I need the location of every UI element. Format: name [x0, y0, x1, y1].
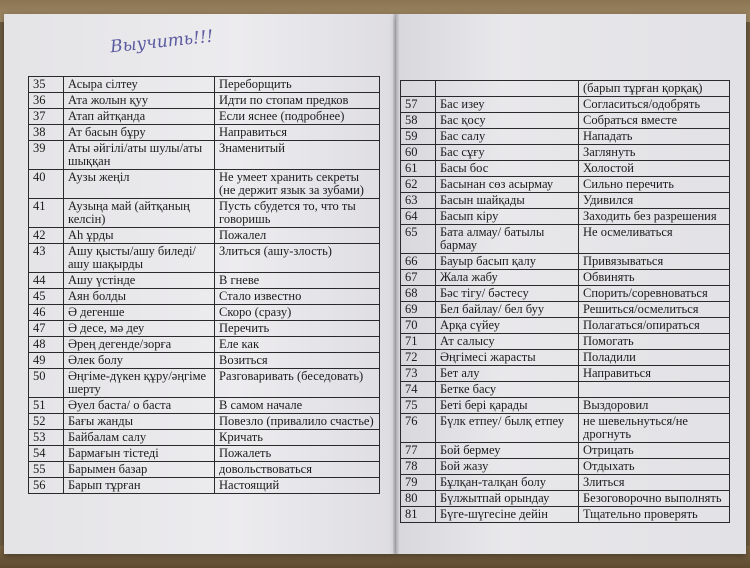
row-number: 37 — [29, 109, 64, 125]
row-number: 55 — [29, 462, 64, 478]
row-number: 46 — [29, 305, 64, 321]
table-row — [401, 193, 730, 209]
kazakh-phrase: Бас қосу — [436, 113, 579, 129]
kazakh-phrase: Бүлжытпай орындау — [436, 491, 579, 507]
kazakh-phrase: Бүге-шүгесіне дейін — [436, 507, 579, 523]
row-number: 51 — [29, 398, 64, 414]
row-number: 70 — [401, 318, 436, 334]
kazakh-phrase: Бәс тігу/ бәстесу — [436, 286, 579, 302]
table-row — [29, 141, 380, 170]
kazakh-phrase: Ә десе, мә деу — [64, 321, 215, 337]
kazakh-phrase: Аһ ұрды — [64, 228, 215, 244]
kazakh-phrase: Барып тұрған — [64, 478, 215, 494]
russian-translation: Кричать — [215, 430, 380, 446]
russian-translation: Направиться — [579, 366, 730, 382]
russian-translation: Если яснее (подробнее) — [215, 109, 380, 125]
table-row — [29, 93, 380, 109]
row-number: 81 — [401, 507, 436, 523]
table-row — [29, 244, 380, 273]
russian-translation: Согласиться/одобрять — [579, 97, 730, 113]
kazakh-phrase: Бүлк етпеу/ былқ етпеу — [436, 414, 579, 443]
table-row — [29, 170, 380, 199]
kazakh-phrase: Бас сұғу — [436, 145, 579, 161]
table-row — [401, 491, 730, 507]
table-row — [401, 113, 730, 129]
table-row — [29, 305, 380, 321]
kazakh-phrase: Әрең дегенде/зорға — [64, 337, 215, 353]
kazakh-phrase: Ат басын бұру — [64, 125, 215, 141]
row-number: 35 — [29, 77, 64, 93]
russian-translation: Тщательно проверять — [579, 507, 730, 523]
table-row — [401, 318, 730, 334]
row-number: 75 — [401, 398, 436, 414]
row-number: 45 — [29, 289, 64, 305]
row-number: 47 — [29, 321, 64, 337]
table-row — [401, 97, 730, 113]
russian-translation: Не умеет хранить секреты (не держит язык за зубами) — [215, 170, 380, 199]
table-row — [401, 334, 730, 350]
kazakh-phrase: Барымен базар — [64, 462, 215, 478]
table-row — [401, 398, 730, 414]
kazakh-phrase: Аян болды — [64, 289, 215, 305]
russian-translation: Не осмеливаться — [579, 225, 730, 254]
kazakh-phrase: Бауыр басып қалу — [436, 254, 579, 270]
kazakh-phrase: Бас салу — [436, 129, 579, 145]
row-number: 44 — [29, 273, 64, 289]
row-number: 79 — [401, 475, 436, 491]
russian-translation: Отрицать — [579, 443, 730, 459]
table-row — [401, 366, 730, 382]
row-number: 67 — [401, 270, 436, 286]
russian-translation: В гневе — [215, 273, 380, 289]
table-row — [29, 414, 380, 430]
table-row — [29, 77, 380, 93]
kazakh-phrase: Бұлқан-талқан болу — [436, 475, 579, 491]
kazakh-phrase: Аузыңа май (айтқаның келсін) — [64, 199, 215, 228]
russian-translation: Безоговорочно выполнять — [579, 491, 730, 507]
russian-translation: Холостой — [579, 161, 730, 177]
table-row — [401, 145, 730, 161]
row-number: 59 — [401, 129, 436, 145]
row-number: 68 — [401, 286, 436, 302]
russian-translation: Полагаться/опираться — [579, 318, 730, 334]
kazakh-phrase: Әуел баста/ о баста — [64, 398, 215, 414]
row-number: 76 — [401, 414, 436, 443]
russian-translation: не шевельнуться/не дрогнуть — [579, 414, 730, 443]
row-number: 36 — [29, 93, 64, 109]
row-number: 49 — [29, 353, 64, 369]
row-number: 80 — [401, 491, 436, 507]
russian-translation: Разговаривать (беседовать) — [215, 369, 380, 398]
kazakh-phrase: Бағы жанды — [64, 414, 215, 430]
row-number: 62 — [401, 177, 436, 193]
kazakh-phrase: Жала жабу — [436, 270, 579, 286]
table-row — [29, 273, 380, 289]
kazakh-phrase: Ат салысу — [436, 334, 579, 350]
kazakh-phrase: Әлек болу — [64, 353, 215, 369]
row-number: 71 — [401, 334, 436, 350]
table-row — [401, 443, 730, 459]
russian-translation: Заглянуть — [579, 145, 730, 161]
row-number: 73 — [401, 366, 436, 382]
kazakh-phrase: Бел байлау/ бел буу — [436, 302, 579, 318]
kazakh-phrase: Асыра сілтеу — [64, 77, 215, 93]
table-row — [401, 382, 730, 398]
table-row — [401, 302, 730, 318]
right-vocabulary-table — [400, 80, 730, 523]
russian-translation: Переборщить — [215, 77, 380, 93]
russian-translation: Еле как — [215, 337, 380, 353]
row-number — [401, 81, 436, 97]
row-number: 38 — [29, 125, 64, 141]
table-row — [29, 228, 380, 244]
table-row — [401, 270, 730, 286]
table-row — [29, 462, 380, 478]
russian-translation: Настоящий — [215, 478, 380, 494]
table-row — [401, 459, 730, 475]
russian-translation: Поладили — [579, 350, 730, 366]
russian-translation: Злиться (ашу-злость) — [215, 244, 380, 273]
russian-translation: Злиться — [579, 475, 730, 491]
row-number: 78 — [401, 459, 436, 475]
row-number: 52 — [29, 414, 64, 430]
table-row — [29, 125, 380, 141]
table-row — [401, 81, 730, 97]
russian-translation — [579, 382, 730, 398]
kazakh-phrase: Ә дегенше — [64, 305, 215, 321]
russian-translation: Направиться — [215, 125, 380, 141]
kazakh-phrase: Байбалам салу — [64, 430, 215, 446]
row-number: 65 — [401, 225, 436, 254]
russian-translation: Скоро (сразу) — [215, 305, 380, 321]
row-number: 50 — [29, 369, 64, 398]
table-row — [401, 254, 730, 270]
row-number: 42 — [29, 228, 64, 244]
russian-translation: Привязываться — [579, 254, 730, 270]
kazakh-phrase: Бой жазу — [436, 459, 579, 475]
table-row — [401, 209, 730, 225]
table-row — [29, 478, 380, 494]
russian-translation: Сильно перечить — [579, 177, 730, 193]
row-number: 56 — [29, 478, 64, 494]
russian-translation: Собраться вместе — [579, 113, 730, 129]
table-row — [401, 414, 730, 443]
table-row — [401, 177, 730, 193]
table-row — [29, 289, 380, 305]
kazakh-phrase: Арқа сүйеу — [436, 318, 579, 334]
table-row — [29, 446, 380, 462]
russian-translation: Нападать — [579, 129, 730, 145]
row-number: 57 — [401, 97, 436, 113]
row-number: 72 — [401, 350, 436, 366]
russian-translation: Возиться — [215, 353, 380, 369]
table-row — [401, 129, 730, 145]
kazakh-phrase: Әңгіме-дүкен құру/әңгіме шерту — [64, 369, 215, 398]
kazakh-phrase: Бас изеу — [436, 97, 579, 113]
kazakh-phrase: Бата алмау/ батылы бармау — [436, 225, 579, 254]
row-number: 39 — [29, 141, 64, 170]
row-number: 53 — [29, 430, 64, 446]
russian-translation: Пожалеть — [215, 446, 380, 462]
russian-translation: Выздоровил — [579, 398, 730, 414]
row-number: 69 — [401, 302, 436, 318]
row-number: 64 — [401, 209, 436, 225]
kazakh-phrase: Ашу қысты/ашу биледі/ашу шақырды — [64, 244, 215, 273]
kazakh-phrase: Аузы жеңіл — [64, 170, 215, 199]
table-row — [29, 398, 380, 414]
row-number: 54 — [29, 446, 64, 462]
russian-translation: Спорить/соревноваться — [579, 286, 730, 302]
row-number: 58 — [401, 113, 436, 129]
row-number: 74 — [401, 382, 436, 398]
table-row — [29, 369, 380, 398]
russian-translation: довольствоваться — [215, 462, 380, 478]
kazakh-phrase: Басып кіру — [436, 209, 579, 225]
russian-translation: Помогать — [579, 334, 730, 350]
russian-translation: Отдыхать — [579, 459, 730, 475]
russian-translation: Стало известно — [215, 289, 380, 305]
row-number: 63 — [401, 193, 436, 209]
row-number: 77 — [401, 443, 436, 459]
russian-translation: Решиться/осмелиться — [579, 302, 730, 318]
row-number: 41 — [29, 199, 64, 228]
kazakh-phrase: Бет алу — [436, 366, 579, 382]
kazakh-phrase: Басы бос — [436, 161, 579, 177]
table-row — [29, 337, 380, 353]
table-row — [29, 353, 380, 369]
kazakh-phrase: Басын шайқады — [436, 193, 579, 209]
kazakh-phrase: Атап айтқанда — [64, 109, 215, 125]
russian-translation: В самом начале — [215, 398, 380, 414]
row-number: 66 — [401, 254, 436, 270]
kazakh-phrase: Аты әйгілі/аты шулы/аты шыққан — [64, 141, 215, 170]
page-fold — [393, 14, 399, 554]
russian-translation: Идти по стопам предков — [215, 93, 380, 109]
table-row — [401, 350, 730, 366]
russian-translation: Обвинять — [579, 270, 730, 286]
russian-translation: (барып тұрған қорқақ) — [579, 81, 730, 97]
kazakh-phrase: Ата жолын қуу — [64, 93, 215, 109]
row-number: 43 — [29, 244, 64, 273]
kazakh-phrase: Ашу үстінде — [64, 273, 215, 289]
russian-translation: Знаменитый — [215, 141, 380, 170]
row-number: 61 — [401, 161, 436, 177]
russian-translation: Повезло (привалило счастье) — [215, 414, 380, 430]
kazakh-phrase: Бой бермеу — [436, 443, 579, 459]
table-row — [401, 507, 730, 523]
russian-translation: Пожалел — [215, 228, 380, 244]
table-row — [29, 430, 380, 446]
left-vocabulary-table — [28, 76, 380, 494]
kazakh-phrase — [436, 81, 579, 97]
table-row — [401, 161, 730, 177]
table-row — [401, 225, 730, 254]
kazakh-phrase: Беті бері қарады — [436, 398, 579, 414]
row-number: 40 — [29, 170, 64, 199]
table-row — [29, 321, 380, 337]
kazakh-phrase: Бетке басу — [436, 382, 579, 398]
table-row — [401, 475, 730, 491]
kazakh-phrase: Басынан сөз асырмау — [436, 177, 579, 193]
row-number: 60 — [401, 145, 436, 161]
kazakh-phrase: Бармағын тістеді — [64, 446, 215, 462]
table-row — [401, 286, 730, 302]
russian-translation: Перечить — [215, 321, 380, 337]
table-row — [29, 199, 380, 228]
handwritten-note: Выучить!!! — [109, 26, 215, 58]
kazakh-phrase: Әңгімесі жарасты — [436, 350, 579, 366]
russian-translation: Заходить без разрешения — [579, 209, 730, 225]
table-row — [29, 109, 380, 125]
russian-translation: Удивился — [579, 193, 730, 209]
row-number: 48 — [29, 337, 64, 353]
russian-translation: Пусть сбудется то, что ты говоришь — [215, 199, 380, 228]
